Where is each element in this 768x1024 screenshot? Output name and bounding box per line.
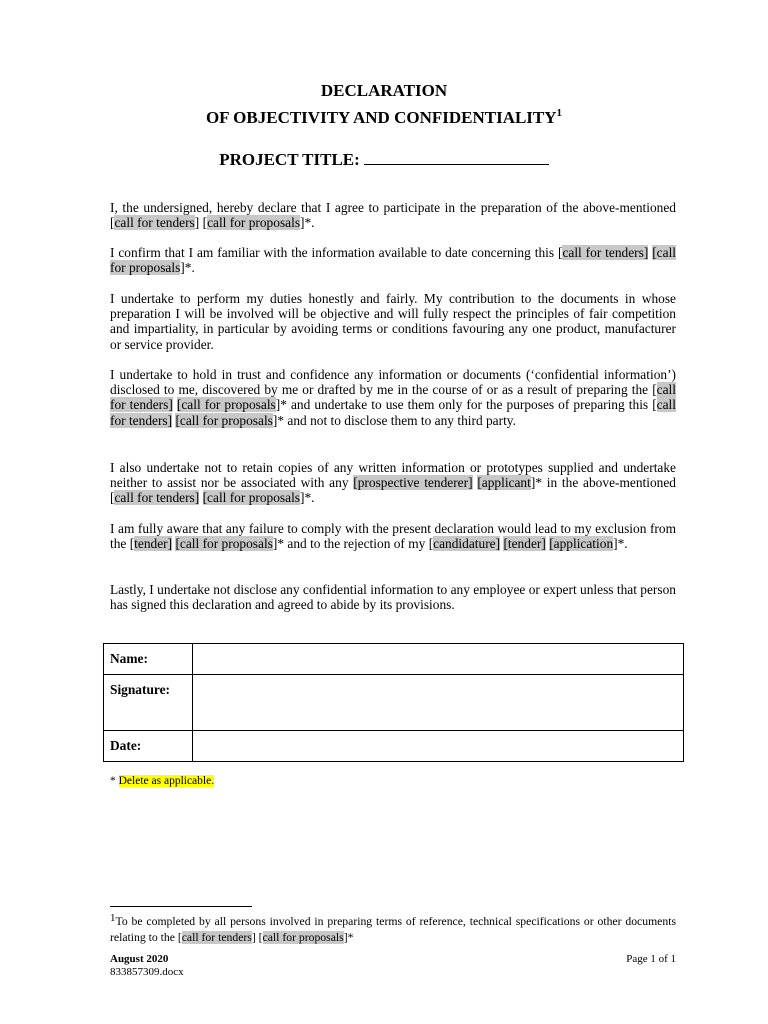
text-run: ]* and undertake to use them only for the purposes of preparing this [ [275, 397, 657, 413]
placeholder-field: call for tenders [114, 215, 195, 231]
paragraph-familiarity [110, 245, 676, 275]
placeholder-field: call for tenders] [110, 382, 676, 413]
placeholder-field: [tender] [503, 536, 546, 552]
text-run: ]* and to the rejection of my [ [272, 536, 434, 552]
placeholder-field: [applicant [477, 475, 531, 491]
note-text: Delete as applicable. [118, 775, 215, 787]
text-run: To be completed by all persons involved in preparing terms of reference, technical specifications or other documents relating to the [ [110, 915, 676, 944]
text-run: ]*. [300, 215, 315, 231]
text-run: ]* [343, 931, 354, 944]
text-run: ] [ [251, 931, 263, 944]
date-label: Date: [104, 731, 193, 762]
table-row-date [104, 731, 684, 762]
footnote-number: 1 [110, 912, 116, 924]
text-run: ]* and not to disclose them to any third party. [272, 412, 516, 428]
text-run: I am fully aware that any failure to comply with the present declaration would lead to my exclusion from the [ [110, 521, 676, 552]
text-run: I undertake to perform my duties honestly and fairly. My contribution to the documents in whose preparation I will be involved will be objective and will fully respect the principles of fair competition and impartiality, in particular by avoiding terms or conditions favouring any one product, manufacturer or service provider. [110, 291, 676, 352]
placeholder-field: call for tenders] [110, 397, 676, 428]
signature-label: Signature: [104, 675, 193, 731]
placeholder-field: [call for proposals [176, 397, 276, 413]
name-field[interactable] [193, 644, 684, 675]
footnote [110, 910, 676, 946]
note-asterisk: * [110, 775, 119, 787]
project-title-line [0, 150, 768, 170]
paragraph-disclosure [110, 582, 676, 612]
text-run: I, the undersigned, hereby declare that I agree to participate in the preparation of the above-mentioned [ [110, 200, 676, 231]
title-line-2: OF OBJECTIVITY AND CONFIDENTIALITY [205, 108, 557, 127]
text-run: Lastly, I undertake not disclose any confidential information to any employee or expert unless that person has signed this declaration and agreed to abide by its provisions. [110, 582, 676, 613]
placeholder-field: call for proposals [207, 215, 301, 231]
text-run: I confirm that I am familiar with the information available to date concerning this [ [110, 245, 563, 260]
document-title [0, 80, 768, 102]
text-run: ]* in the above-mentioned [ [110, 475, 676, 506]
text-run: ]*. [180, 260, 195, 276]
text-run: ] [ [194, 215, 208, 231]
text-run: ]*. [613, 536, 628, 552]
placeholder-field: call for tenders [181, 931, 252, 944]
document-subtitle [0, 102, 768, 129]
placeholder-field: [prospective tenderer] [353, 475, 473, 491]
table-row-name [104, 644, 684, 675]
paragraph-copies [110, 460, 676, 506]
text-run: ]*. [300, 490, 315, 506]
placeholder-field: [call for proposals [175, 536, 273, 552]
table-row-signature [104, 675, 684, 731]
project-title-blank [364, 150, 549, 165]
placeholder-field: [call for proposals [175, 412, 273, 428]
project-title-label: PROJECT TITLE: [219, 150, 360, 169]
paragraph-participation [110, 200, 676, 230]
applicability-note [110, 775, 214, 787]
name-label: Name: [104, 644, 193, 675]
placeholder-field: call for tenders] [562, 245, 649, 260]
text-run: I undertake to hold in trust and confidence any information or documents (‘confidential information’) disclosed to me, discovered by me or drafted by me in the course of or as a result of preparing the [ [110, 367, 676, 398]
footer-date: August 2020 [110, 953, 169, 965]
footnote-separator [110, 906, 252, 907]
footer-filename: 833857309.docx [110, 966, 184, 978]
title-line-1: DECLARATION [320, 81, 448, 100]
placeholder-field: [application [549, 536, 614, 552]
paragraph-duties [110, 291, 676, 352]
page-number: Page 1 of 1 [626, 953, 676, 965]
placeholder-field: [call for proposals [110, 245, 677, 276]
placeholder-field: candidature] [433, 536, 501, 552]
placeholder-field: call for proposals [262, 931, 344, 944]
signature-field[interactable] [193, 675, 684, 731]
footnote-reference: 1 [556, 107, 563, 119]
signature-table [103, 643, 684, 762]
placeholder-field: tender] [134, 536, 173, 552]
placeholder-field: call for tenders] [114, 490, 200, 506]
date-field[interactable] [193, 731, 684, 762]
paragraph-exclusion [110, 521, 676, 551]
placeholder-field: [call for proposals [202, 490, 301, 506]
text-run: I also undertake not to retain copies of any written information or prototypes supplied and undertake neither to assist nor be associated with any [110, 460, 676, 491]
paragraph-confidentiality [110, 367, 676, 428]
page-footer [110, 953, 676, 979]
